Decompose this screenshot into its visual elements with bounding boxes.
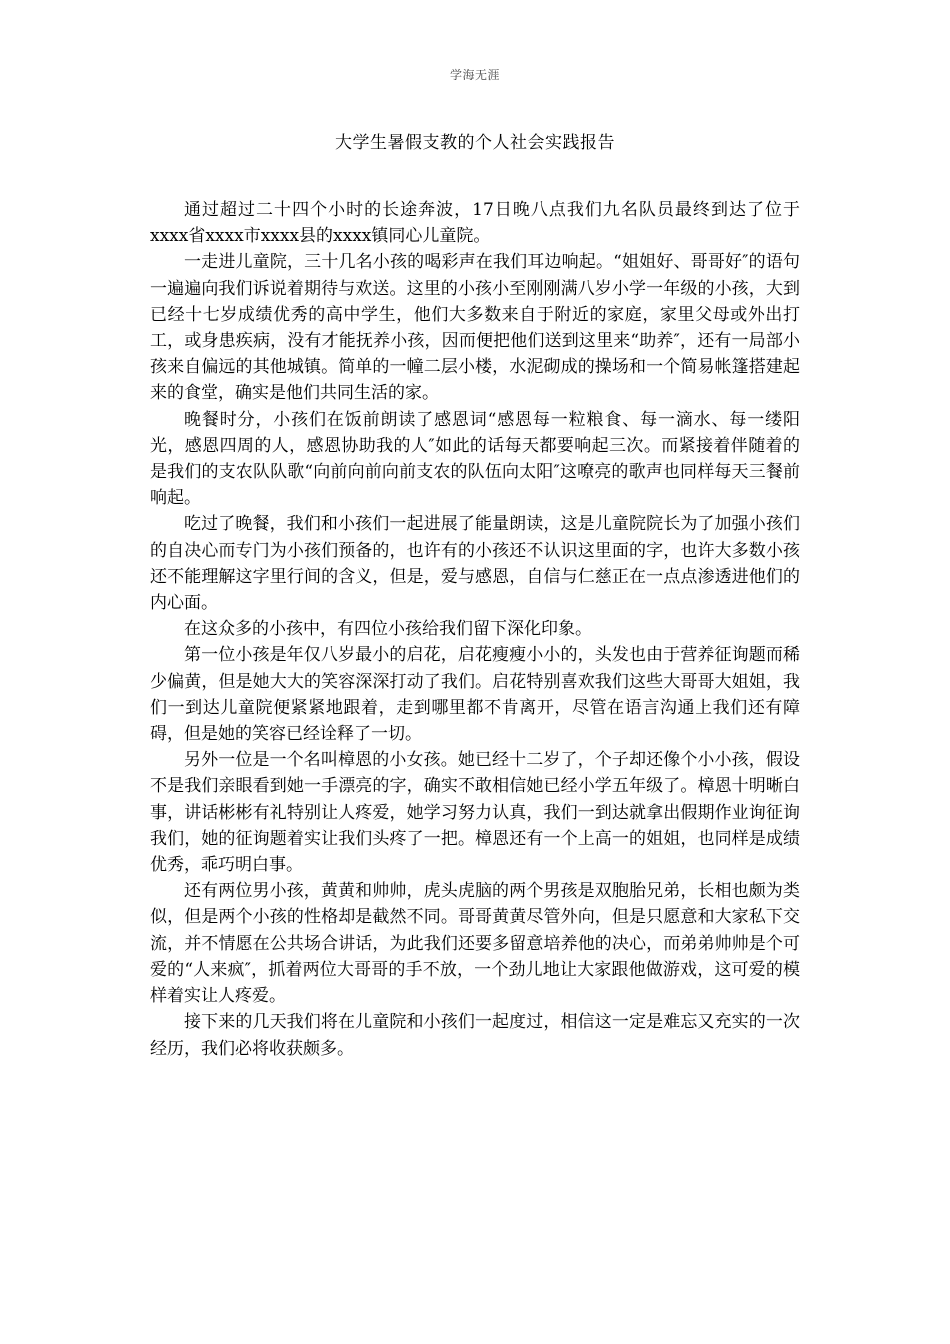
page-header: 学海无涯 xyxy=(449,68,500,82)
document-title: 大学生暑假支教的个人社会实践报告 xyxy=(335,133,615,153)
paragraph: 晚餐时分，小孩们在饭前朗读了感恩词“感恩每一粒粮食、每一滴水、每一缕阳光，感恩四周的人，感恩协助我的人″如此的话每天都要响起三次。而紧接着伴随着的是我们的支农队队歌“向前向前向前支农的队伍向太阳″这嘹亮的歌声也同样每天三餐前响起。 xyxy=(150,409,800,509)
paragraph: 接下来的几天我们将在儿童院和小孩们一起度过，相信这一定是难忘又充实的一次经历，我们必将收获颇多。 xyxy=(150,1012,800,1059)
paragraph: 通过超过二十四个小时的长途奔波，17日晚八点我们九名队员最终到达了位于xxxx省xxxx市xxxx县的xxxx镇同心儿童院。 xyxy=(150,200,800,247)
paragraph: 另外一位是一个名叫樟恩的小女孩。她已经十二岁了，个子却还像个小小孩，假设不是我们亲眼看到她一手漂亮的字，确实不敢相信她已经小学五年级了。樟恩十明晰白事，讲话彬彬有礼特别让人疼爱，她学习努力认真，我们一到达就拿出假期作业询征询我们，她的征询题着实让我们头疼了一把。樟恩还有一个上高一的姐姐，也同样是成绩优秀，乖巧明白事。 xyxy=(150,750,800,876)
paragraph: 还有两位男小孩，黄黄和帅帅，虎头虎脑的两个男孩是双胞胎兄弟，长相也颇为类似，但是两个小孩的性格却是截然不同。哥哥黄黄尽管外向，但是只愿意和大家私下交流，并不情愿在公共场合讲话，为此我们还要多留意培养他的决心，而弟弟帅帅是个可爱的“人来疯″，抓着两位大哥哥的手不放，一个劲儿地让大家跟他做游戏，这可爱的模样着实让人疼爱。 xyxy=(150,881,800,1007)
paragraph: 第一位小孩是年仅八岁最小的启花，启花瘦瘦小小的，头发也由于营养征询题而稀少偏黄，但是她大大的笑容深深打动了我们。启花特别喜欢我们这些大哥哥大姐姐，我们一到达儿童院便紧紧地跟着，走到哪里都不肯离开，尽管在语言沟通上我们还有障碍，但是她的笑容已经诠释了一切。 xyxy=(150,645,800,745)
paragraph: 在这众多的小孩中，有四位小孩给我们留下深化印象。 xyxy=(184,619,592,640)
document-body xyxy=(150,197,800,1062)
paragraph: 吃过了晚餐，我们和小孩们一起进展了能量朗读，这是儿童院院长为了加强小孩们的自决心而专门为小孩们预备的，也许有的小孩还不认识这里面的字，也许大多数小孩还不能理解这字里行间的含义，但是，爱与感恩，自信与仁慈正在一点点渗透进他们的内心面。 xyxy=(150,514,800,614)
paragraph: 一走进儿童院，三十几名小孩的喝彩声在我们耳边响起。“姐姐好、哥哥好″的语句一遍遍向我们诉说着期待与欢送。这里的小孩小至刚刚满八岁小学一年级的小孩，大到已经十七岁成绩优秀的高中学生，他们大多数来自于附近的家庭，家里父母或外出打工，或身患疾病，没有才能抚养小孩，因而便把他们送到这里来“助养″，还有一局部小孩来自偏远的其他城镇。简单的一幢二层小楼，水泥砌成的操场和一个简易帐篷搭建起来的食堂，确实是他们共同生活的家。 xyxy=(150,252,800,404)
